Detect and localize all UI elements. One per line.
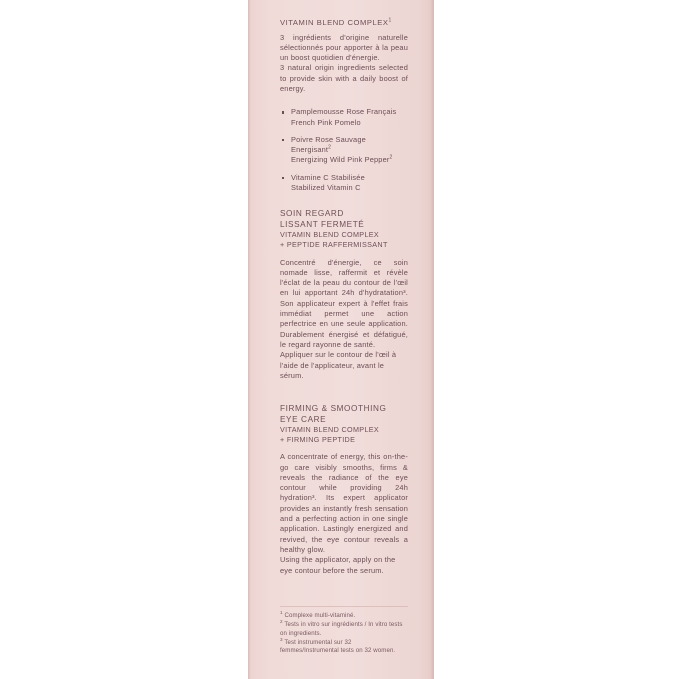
ingredient-en: Energizing Wild Pink Pepper [291,155,390,165]
spacer [280,381,408,403]
footnote-1-text: Complexe multi-vitaminé. [284,611,356,619]
english-product-usage: Using the applicator, apply on the eye contour before the serum. [280,555,396,575]
ingredient-fr-sup: 2 [328,144,332,151]
french-product-usage: Appliquer sur le contour de l'œil à l'aide de l'applicateur, avant le sérum. [280,350,397,380]
french-product-section [280,208,408,381]
ingredient-en: French Pink Pomelo [291,117,361,127]
spacer [280,250,408,258]
french-product-subtitle-line2: + PEPTIDE RAFFERMISSANT [280,239,388,249]
footnote-3-marker: 3 [280,637,283,643]
ingredient-en-sup: 2 [389,155,393,161]
spacer [280,94,408,107]
vitamin-blend-heading-text: VITAMIN BLEND COMPLEX [280,18,389,27]
french-product-title-line2: LISSANT FERMETÉ [280,220,365,230]
list-item [280,135,408,166]
footnote-1-marker: 1 [280,609,283,615]
footnote-divider [280,606,408,607]
list-item [280,173,408,194]
english-product-section [280,403,408,576]
spacer [280,200,408,208]
ingredient-list [280,107,408,193]
english-product-body: A concentrate of energy, this on-the-go care visibly smooths, firms & reveals the radiance of the eye contour while providing 24h hydration³. Its expert applicator provides an instantly fresh sensation and a perfecting action in one single application. Lastingly energized and revived, the eye contour reveals a healthy glow. [280,452,408,554]
footnote-2-text: Tests in vitro sur ingrédients / In vitro tests on ingredients. [280,621,403,637]
vitamin-blend-paragraph-en: 3 natural origin ingredients selected to provide skin with a daily boost of energy. [280,63,408,93]
french-product-subtitle-line1: VITAMIN BLEND COMPLEX [280,230,380,240]
english-product-subtitle-line2: + FIRMING PEPTIDE [280,434,356,444]
ingredient-fr: Vitamine C Stabilisée [291,172,365,182]
english-product-title-line2: EYE CARE [280,415,327,425]
footnote-2 [280,621,408,638]
vitamin-blend-paragraph-fr: 3 ingrédients d'origine naturelle sélectionnés pour apporter à la peau un boost quotidien d'énergie. [280,32,408,63]
product-carton-panel [248,0,434,679]
ingredient-fr: Poivre Rose Sauvage Energisant [291,134,366,155]
french-product-body: Concentré d'énergie, ce soin nomade lisse, raffermit et révèle l'éclat de la peau du contour de l'œil en lui apportant 24h d'hydratation³. Son applicateur expert à l'effet frais immédiat permet une action perfectrice en une seule application. Durablement énergisé et défatigué, le regard rayonne de santé. [280,257,408,349]
spacer [280,576,408,606]
footnote-3 [280,639,408,656]
footnotes-block [280,609,408,656]
footnote-2-marker: 2 [280,619,283,625]
carton-text-column [280,18,408,657]
vitamin-blend-section [280,18,408,94]
list-item [280,107,408,128]
french-product-title-line1: SOIN REGARD [280,209,344,219]
vitamin-blend-heading [280,18,408,29]
ingredient-fr: Pamplemousse Rose Français [291,107,397,117]
ingredient-en: Stabilized Vitamin C [291,183,361,193]
footnote-1 [280,609,408,620]
english-product-title-line1: FIRMING & SMOOTHING [280,404,387,414]
footnote-3-text: Test instrumental sur 32 femmes/Instrumental tests on 32 women. [280,639,396,655]
spacer [280,444,408,452]
vitamin-blend-heading-sup: 1 [388,17,392,24]
english-product-subtitle-line1: VITAMIN BLEND COMPLEX [280,425,380,435]
